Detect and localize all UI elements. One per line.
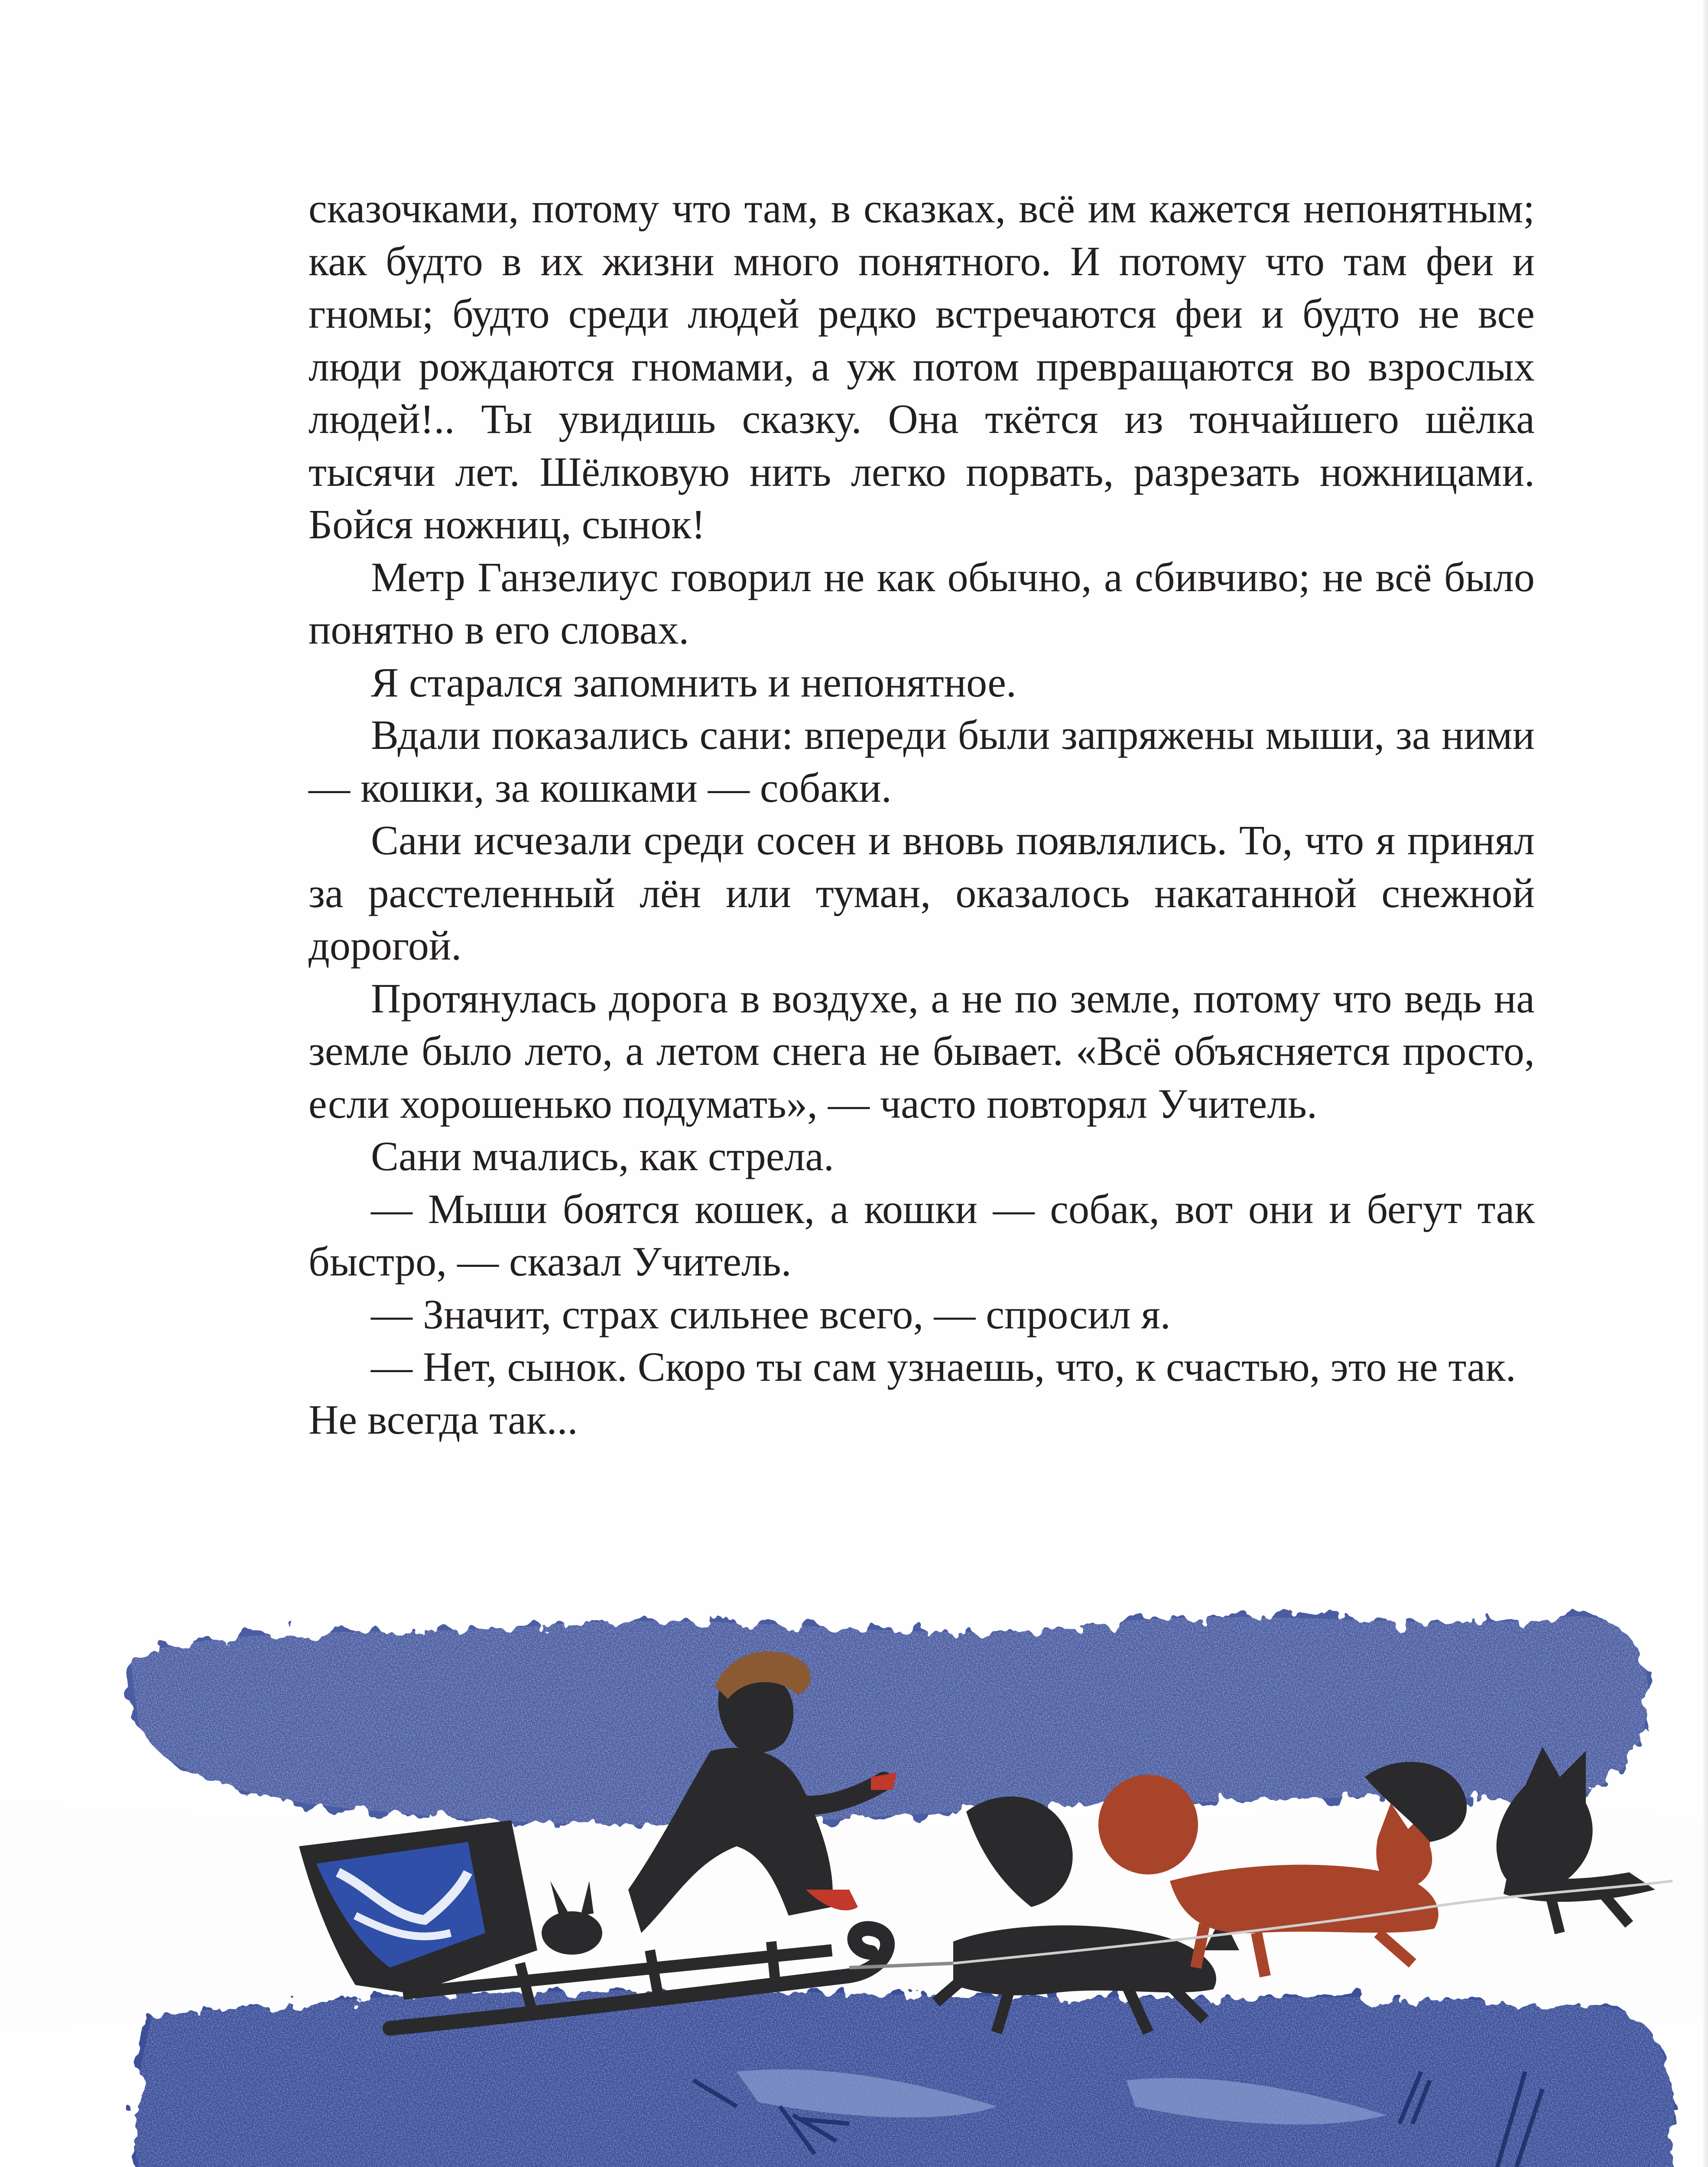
orange-sun — [1098, 1775, 1198, 1874]
paragraph-8: — Мыши боятся кошек, а кошки — собак, вот они и бегут так быстро, — сказал Учитель. — [308, 1185, 1535, 1285]
sled-illustration — [0, 1560, 1708, 2167]
ground-grain — [133, 1990, 1675, 2167]
paragraph-9: — Значит, страх сильнее всего, — спросил я. — [371, 1291, 1171, 1337]
page-gutter-shadow — [1702, 0, 1708, 2167]
paragraph-10: — Нет, сынок. Скоро ты сам узнаешь, что, к счастью, это не так. Не всегда так... — [308, 1344, 1516, 1443]
story-text — [308, 182, 1535, 1446]
paragraph-4: Вдали показались сани: впереди были запряжены мыши, за ними — кошки, за кошками — собаки. — [308, 712, 1535, 811]
paragraph-5: Сани исчезали среди сосен и вновь появлялись. То, что я принял за расстеленный лён или туман, оказалось накатанной снежной дорогой. — [308, 817, 1535, 969]
paragraph-6: Протянулась дорога в воздухе, а не по земле, потому что ведь на земле было лето, а летом снега не бывает. «Всё объясняется просто, если хорошенько подумать», — часто повторял Учитель. — [308, 975, 1535, 1127]
paragraph-7: Сани мчались, как стрела. — [371, 1133, 834, 1179]
paragraph-2: Метр Ганзелиус говорил не как обычно, а сбивчиво; не всё было понятно в его словах. — [308, 553, 1535, 653]
paragraph-3: Я старался запомнить и непонятное. — [371, 659, 1016, 706]
paragraph-1: сказочками, потому что там, в сказках, всё им кажется непонятным; как будто в их жизни много понятного. И потому что там феи и гномы; будто среди людей редко встречаются феи и будто не все люди рождаются гномами, а уж потом превращаются во взрослых людей!.. Ты увидишь сказку. Она ткётся из тончайшего шёлка тысячи лет. Шёлковую нить легко порвать, разрезать ножницами. Бойся ножниц, сынок! — [308, 185, 1535, 547]
